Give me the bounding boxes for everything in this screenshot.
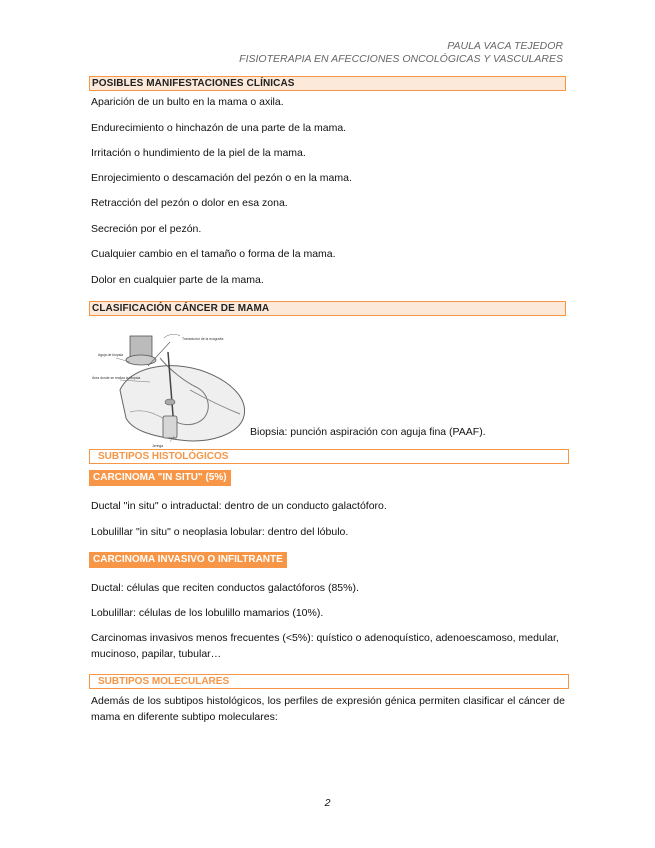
figure-caption: Biopsia: punción aspiración con aguja fina (PAAF). <box>250 426 486 438</box>
page-number: 2 <box>324 797 331 809</box>
section-heading-moleculares: SUBTIPOS MOLECULARES <box>89 674 569 689</box>
section-heading-clasificacion: CLASIFICACIÓN CÁNCER DE MAMA <box>89 301 566 316</box>
header-author: PAULA VACA TEJEDOR <box>447 40 563 52</box>
header-subject: FISIOTERAPIA EN AFECCIONES ONCOLÓGICAS Y VASCULARES <box>239 53 563 65</box>
list-item: Ductal "in situ" o intraductal: dentro de un conducto galactóforo. <box>91 500 387 512</box>
section-heading-histologicos: SUBTIPOS HISTOLÓGICOS <box>89 449 569 464</box>
list-item: Ductal: células que reciten conductos galactóforos (85%). <box>91 582 359 594</box>
list-item: Dolor en cualquier parte de la mama. <box>91 274 264 286</box>
list-item: Lobulillar: células de los lobulillo mamarios (10%). <box>91 607 324 619</box>
list-item: Lobulillar "in situ" o neoplasia lobular: dentro del lóbulo. <box>91 526 349 538</box>
list-item: Carcinomas invasivos menos frecuentes (<5%): quístico o adenoquístico, adenoescamoso, medular, mucinoso, papilar, tubular… <box>91 632 559 660</box>
biopsy-illustration <box>90 330 250 450</box>
figure-label: Área donde se realiza la biopsia <box>92 376 141 380</box>
subheading-invasivo: CARCINOMA INVASIVO O INFILTRANTE <box>89 552 287 568</box>
section-heading-manifestaciones: POSIBLES MANIFESTACIONES CLÍNICAS <box>89 76 566 91</box>
paragraph-moleculares: Además de los subtipos histológicos, los perfiles de expresión génica permiten clasificar el cáncer de mama en diferente subtipo moleculares: <box>91 695 565 723</box>
list-item: Aparición de un bulto en la mama o axila. <box>91 96 284 108</box>
list-item: Endurecimiento o hinchazón de una parte de la mama. <box>91 122 347 134</box>
list-item: Enrojecimiento o descamación del pezón o en la mama. <box>91 172 352 184</box>
list-item: Retracción del pezón o dolor en esa zona. <box>91 197 288 209</box>
list-item: Cualquier cambio en el tamaño o forma de la mama. <box>91 248 336 260</box>
subheading-in-situ: CARCINOMA "IN SITU" (5%) <box>89 470 231 486</box>
figure-label: Aguja de biopsia <box>98 353 124 357</box>
figure-label: Transductor de la ecografía <box>182 337 224 341</box>
figure-label: Jeringa <box>152 444 164 448</box>
list-item: Irritación o hundimiento de la piel de la mama. <box>91 147 306 159</box>
list-item: Secreción por el pezón. <box>91 223 202 235</box>
